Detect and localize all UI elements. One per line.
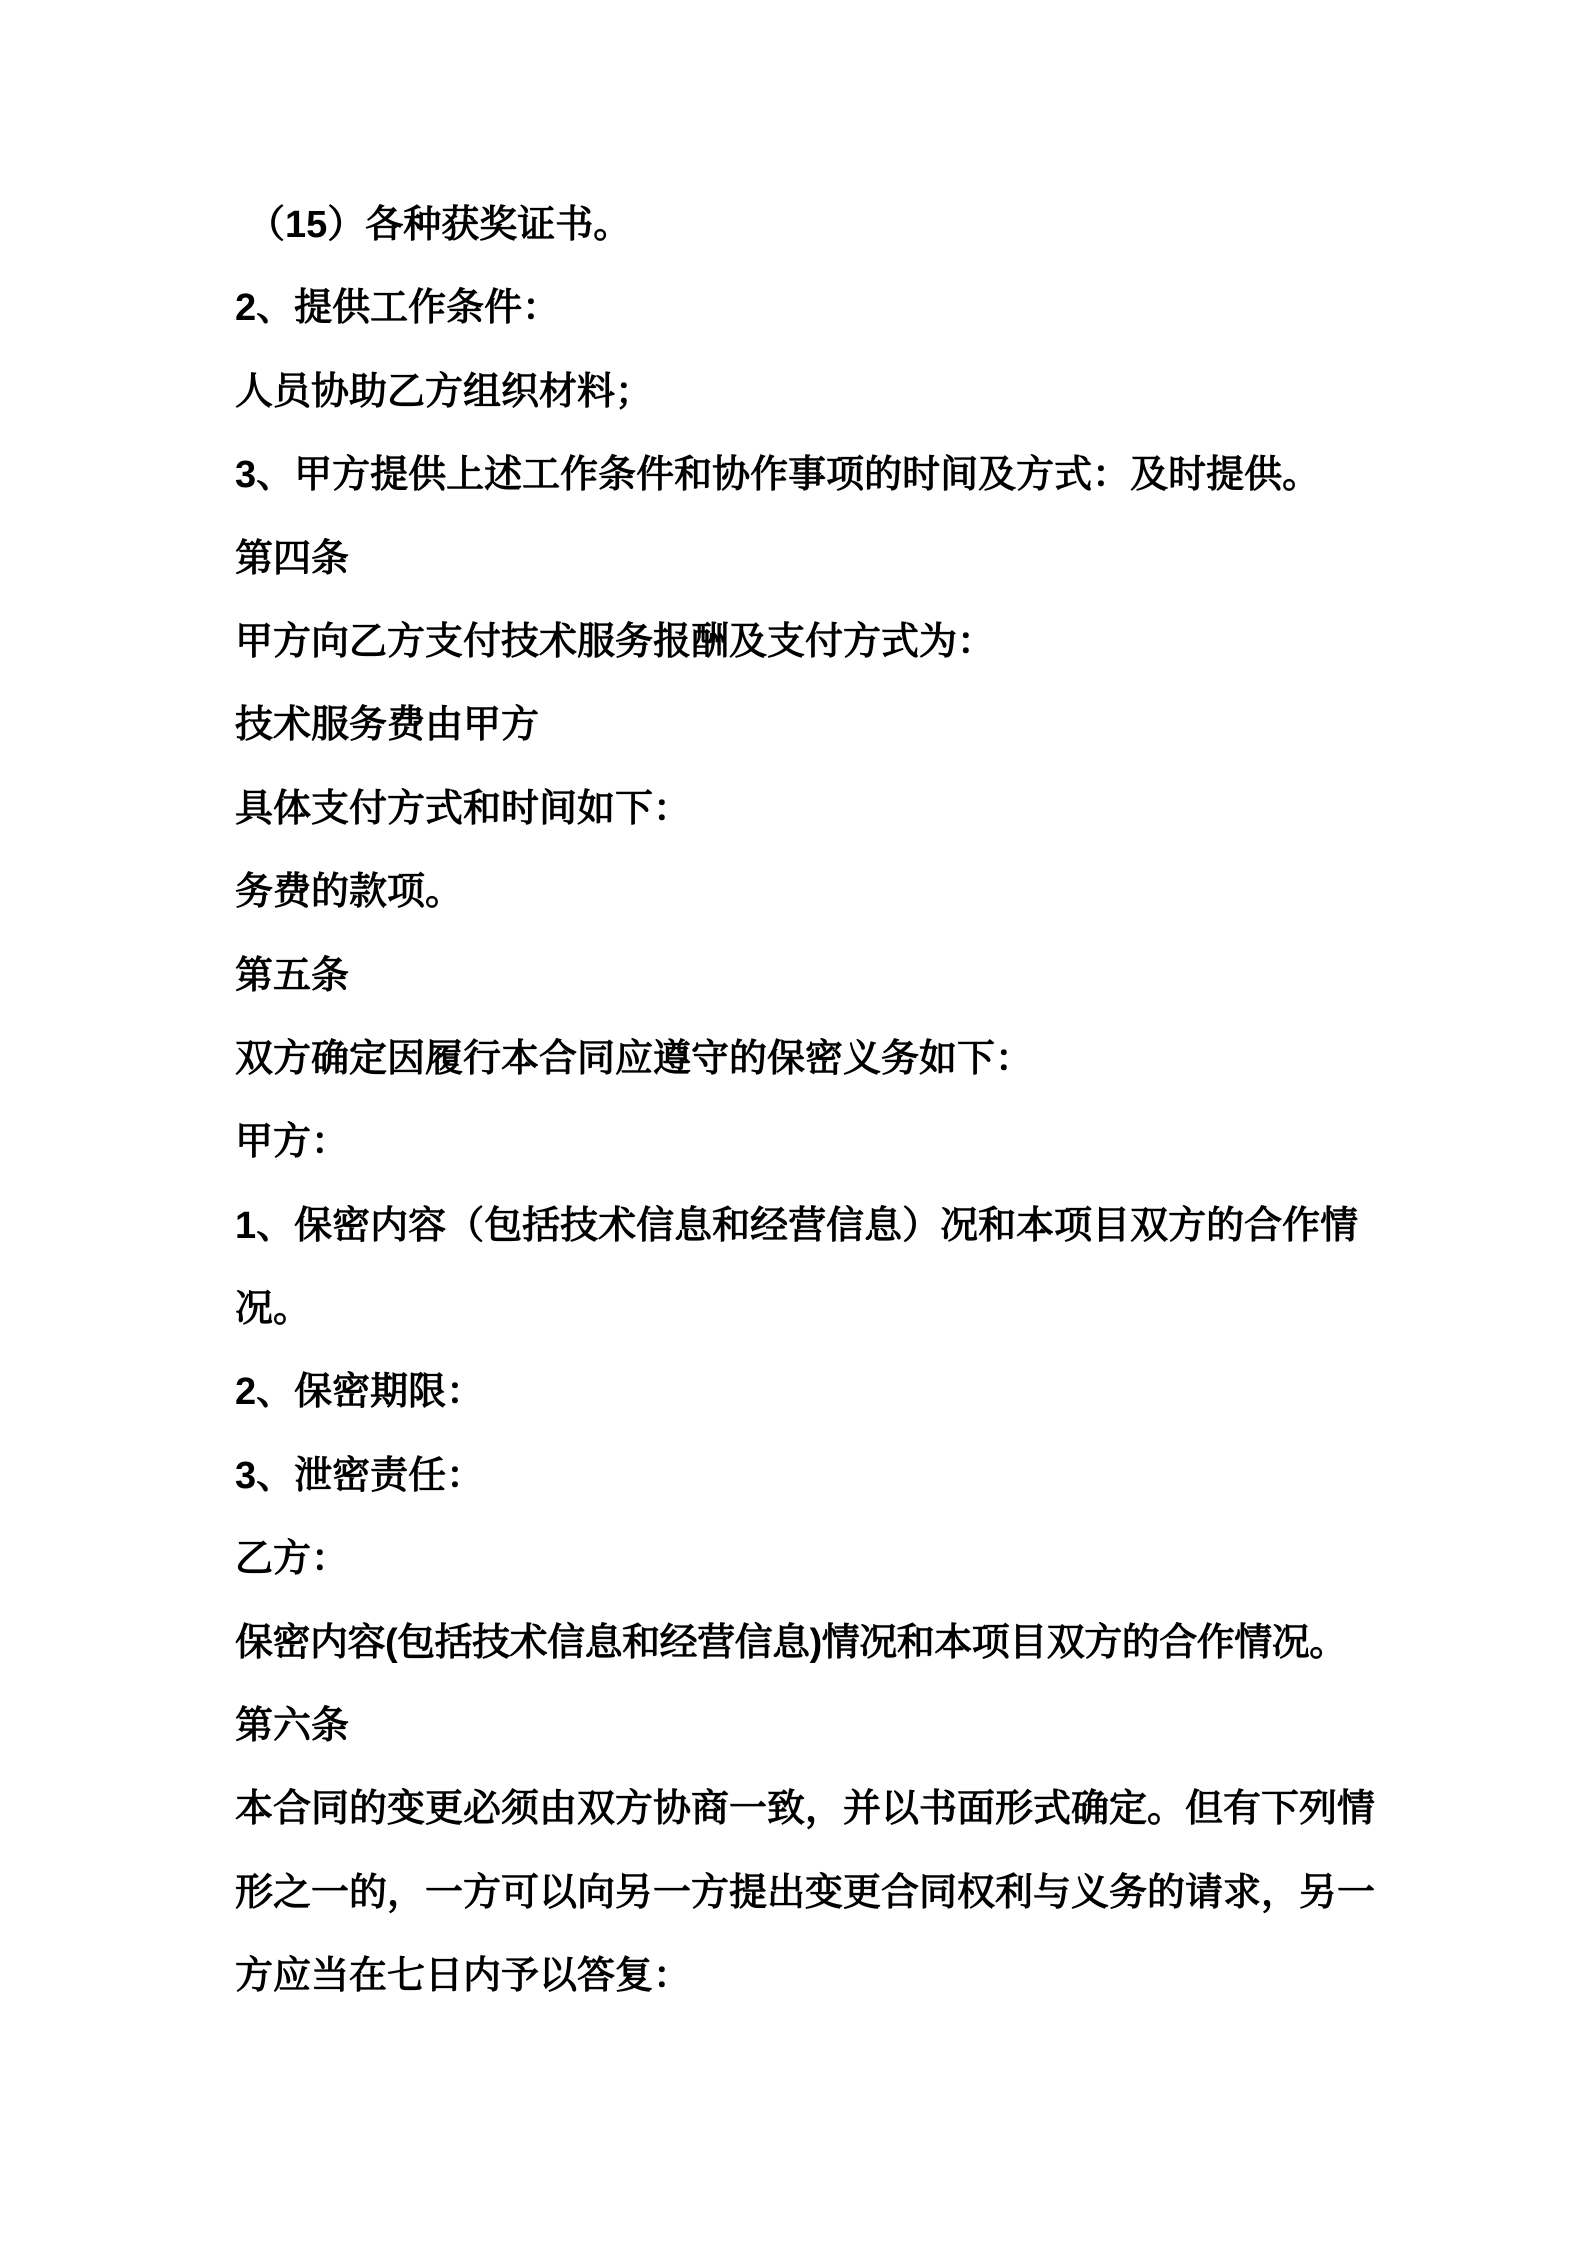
party-a-label: 甲方： [235, 1121, 350, 1164]
document-line: 形之一的，一方可以向另一方提出变更合同权利与义务的请求，另一 [235, 1871, 1376, 1914]
document-line: 人员协助乙方组织材料； [235, 370, 654, 413]
amendment-clause-line: 本合同的变更必须由双方协商一致，并以书面形式确定。但有下列情 [235, 1788, 1376, 1831]
confidentiality-intro-line: 双方确定因履行本合同应遵守的保密义务如下： [235, 1037, 1034, 1080]
payment-intro-line: 甲方向乙方支付技术服务报酬及支付方式为： [235, 620, 996, 663]
document-body [235, 184, 1415, 2019]
clause-five-heading: 第五条 [235, 954, 350, 997]
document-line: 具体支付方式和时间如下： [235, 787, 692, 830]
item-3-leak-liability: 3、泄密责任： [235, 1454, 485, 1497]
item-1-confidential-content: 1、保密内容（包括技术信息和经营信息）况和本项目双方的合作情 [235, 1204, 1359, 1247]
clause-four-heading: 第四条 [235, 537, 350, 580]
document-line: 务费的款项。 [235, 871, 464, 914]
list-item-15: （15）各种获奖证书。 [247, 204, 632, 246]
item-3-time-and-method: 3、甲方提供上述工作条件和协作事项的时间及方式：及时提供。 [235, 454, 1321, 497]
item-2-confidential-period: 2、保密期限： [235, 1371, 485, 1414]
party-b-label: 乙方： [235, 1538, 350, 1581]
document-line: 况。 [235, 1288, 312, 1331]
document-line: 技术服务费由甲方 [235, 704, 540, 747]
item-2-provide-work-conditions: 2、提供工作条件： [235, 287, 561, 330]
clause-six-heading: 第六条 [235, 1705, 350, 1748]
party-b-confidential-content: 保密内容(包括技术信息和经营信息)情况和本项目双方的合作情况。 [235, 1621, 1347, 1664]
document-line: 方应当在七日内予以答复： [235, 1955, 692, 1998]
